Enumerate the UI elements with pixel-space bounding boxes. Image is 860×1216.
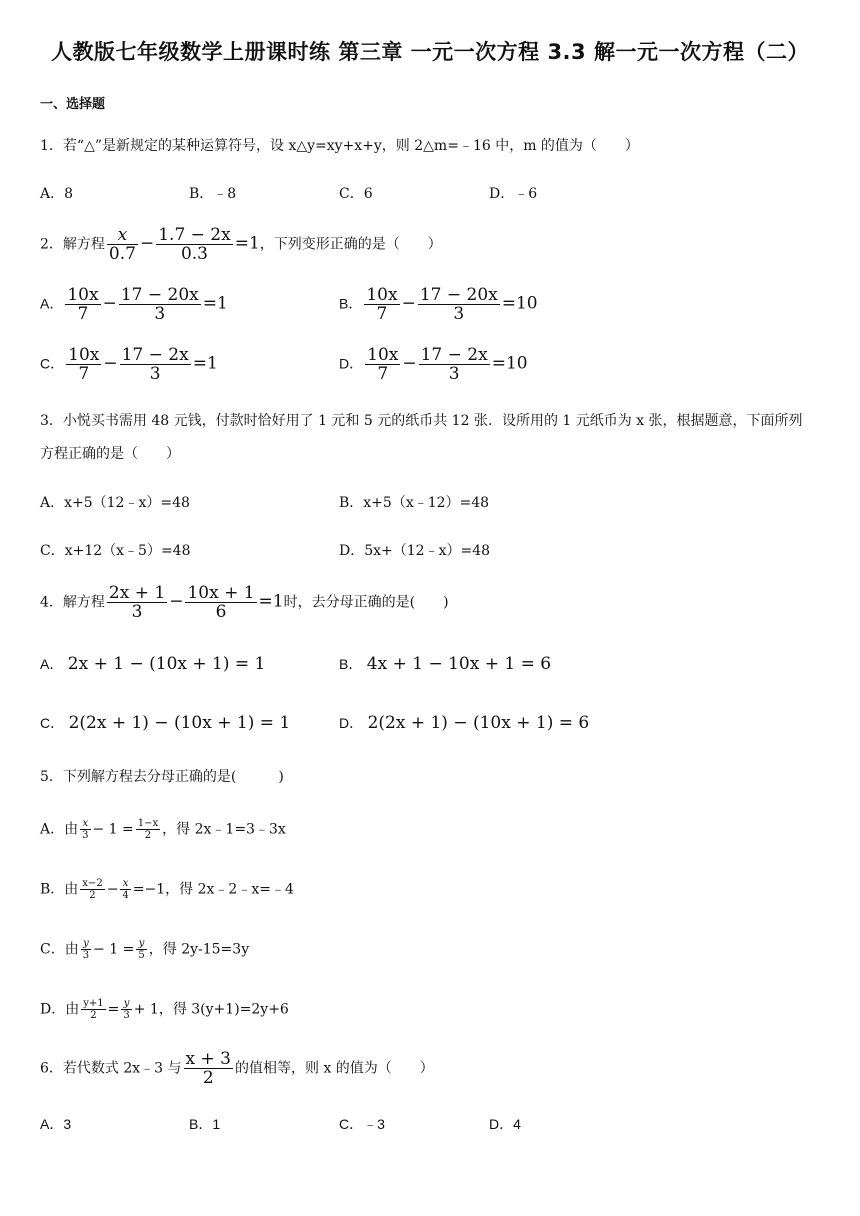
q2-stem — [40, 226, 442, 263]
q6-prefix: 6．若代数式 2x﹣3 与 — [40, 1060, 182, 1077]
section-heading: 一、选择题 — [40, 97, 106, 112]
q3-stem-line2: 方程正确的是（ ） — [40, 446, 180, 462]
page-title: 人教版七年级数学上册课时练 第三章 一元一次方程 3.3 解一元一次方程（二） — [51, 40, 809, 64]
q5-option-d[interactable]: D．由 $\frac{y+1}{2}$ = $\frac{y}{3}$ + 1，得 3(y+1)=2y+6 — [40, 998, 289, 1021]
q4-fraction-1: $\frac{2x + 1}{3}$ — [108, 583, 166, 622]
q4-option-d[interactable]: D． 2(2x + 1) − (10x + 1) = 6 — [339, 713, 590, 733]
q3-option-a[interactable]: A．x+5（12﹣x）=48 — [40, 495, 190, 511]
q2-fraction-1: $\frac{x}{0.7}$ — [108, 225, 136, 264]
q2-rhs: =1 — [234, 233, 260, 254]
q6-stem — [40, 1050, 434, 1087]
q4-suffix: 时，去分母正确的是( ) — [283, 594, 449, 611]
q4-prefix: 4．解方程 — [40, 594, 105, 611]
q5-option-b[interactable]: B．由 $\frac{x-2}{2}$ − $\frac{x}{4}$ =−1，得 2x﹣2﹣x=﹣4 — [40, 878, 294, 901]
q5-stem: 5．下列解方程去分母正确的是( ) — [40, 769, 284, 785]
q3-stem-line1: 3．小悦买书需用 48 元钱，付款时恰好用了 1 元和 5 元的纸币共 12 张．设所用的 1 元纸币为 x 张，根据题意，下面所列 — [40, 413, 803, 429]
q5-option-c[interactable]: C．由 $\frac{y}{3}$ − 1 = $\frac{y}{5}$ ，得 2y-15=3y — [40, 938, 250, 961]
q4-stem: 4．解方程 $\frac{2x + 1}{3}$ − $\frac{10x + 1}{6}$ =1时，去分母正确的是( ) — [40, 583, 449, 622]
q2-suffix: ，下列变形正确的是（ ） — [259, 236, 442, 253]
q6-fraction: $\frac{x + 3}{2}$ — [185, 1049, 231, 1088]
q1-option-b[interactable]: B．﹣8 — [189, 186, 237, 202]
q2-option-d[interactable]: D． $\frac{10x}{7}$ − $\frac{17 - 2x}{3}$ =10 — [339, 345, 528, 384]
q1-option-c[interactable]: C．6 — [339, 186, 373, 202]
q3-option-c[interactable]: C．x+12（x﹣5）=48 — [40, 543, 191, 559]
q4-fraction-2: $\frac{10x + 1}{6}$ — [187, 583, 255, 622]
q2-option-a[interactable]: A． $\frac{10x}{7}$ − $\frac{17 - 20x}{3}$ =1 — [40, 285, 228, 324]
q6-option-a[interactable]: A．3 — [40, 1116, 72, 1132]
q3-option-b[interactable]: B．x+5（x﹣12）=48 — [339, 495, 490, 511]
q2-option-b[interactable]: B． $\frac{10x}{7}$ − $\frac{17 - 20x}{3}$ =10 — [339, 285, 538, 324]
q2-prefix: 2．解方程 — [40, 236, 105, 253]
q5-option-a[interactable]: A．由 $\frac{x}{3}$ − 1 = $\frac{1-x}{2}$ ，得 2x﹣1=3﹣3x — [40, 818, 286, 841]
q3-option-d[interactable]: D．5x+（12﹣x）=48 — [339, 543, 491, 559]
q4-option-c[interactable]: C． 2(2x + 1) − (10x + 1) = 1 — [40, 713, 291, 733]
q4-option-b[interactable]: B． 4x + 1 − 10x + 1 = 6 — [339, 654, 552, 674]
q1-option-d[interactable]: D．﹣6 — [489, 186, 538, 202]
q6-option-d[interactable]: D．4 — [489, 1116, 521, 1132]
q2-fraction-2: $\frac{1.7 - 2x}{0.3}$ — [158, 225, 231, 264]
q2-option-c[interactable]: C． $\frac{10x}{7}$ − $\frac{17 - 2x}{3}$ =1 — [40, 345, 218, 384]
q4-option-a[interactable]: A． 2x + 1 − (10x + 1) = 1 — [40, 654, 266, 674]
q1-stem: 1．若“△”是新规定的某种运算符号，设 x△y=xy+x+y，则 2△m=﹣16 中，m 的值为（ ） — [40, 138, 639, 154]
q6-suffix: 的值相等，则 x 的值为（ ） — [235, 1060, 434, 1077]
q6-option-c[interactable]: C．﹣3 — [339, 1116, 385, 1132]
q1-option-a[interactable]: A．8 — [40, 186, 74, 202]
q2-minus: − — [139, 233, 155, 254]
q6-option-b[interactable]: B．1 — [189, 1116, 221, 1132]
